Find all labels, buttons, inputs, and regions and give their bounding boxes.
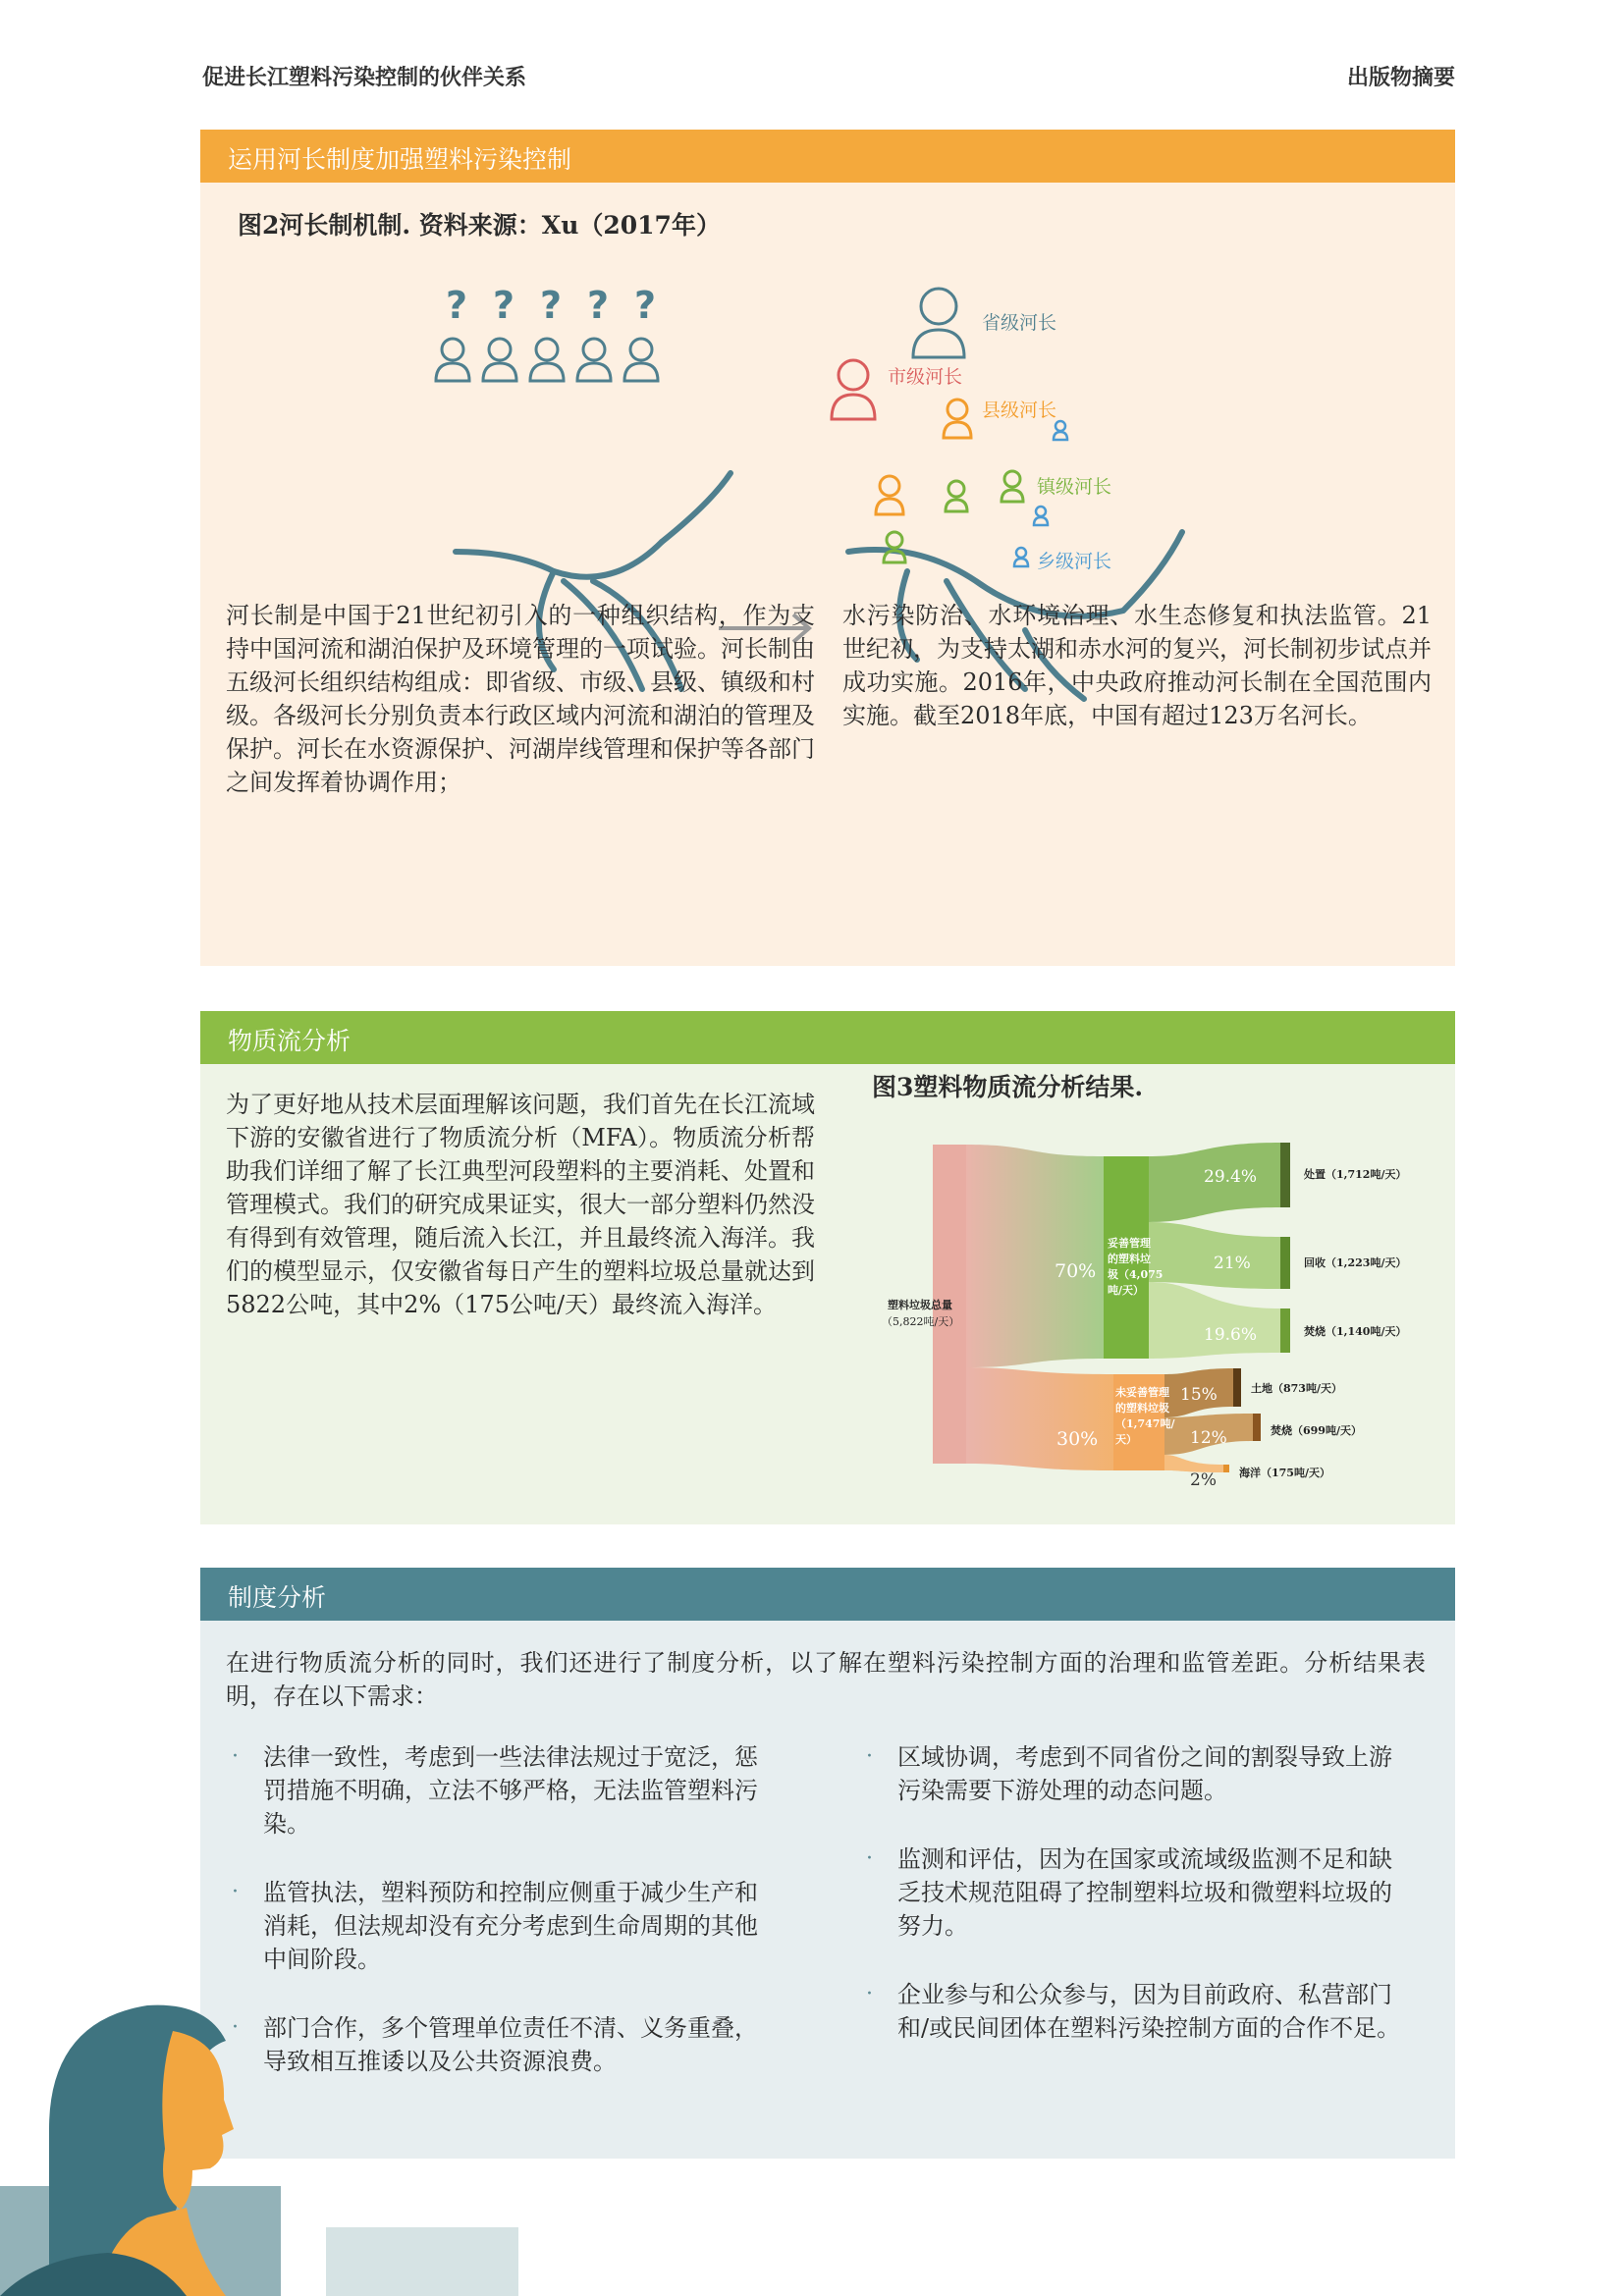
question-icon: ? [634, 284, 657, 327]
person-icon [530, 339, 564, 381]
bullet-icon: · [232, 1880, 239, 1904]
question-icon: ? [493, 284, 515, 327]
list-item [860, 1842, 1410, 1943]
ocean-label: 海洋（175吨/天） [1239, 1467, 1330, 1479]
person-icon [577, 339, 611, 381]
needs-list-right [860, 1740, 1410, 2080]
village-label: 乡级河长 [1037, 551, 1112, 572]
land-node [1233, 1368, 1241, 1407]
decor-block-right [326, 2227, 518, 2296]
river-chief-text-left: 河长制是中国于21世纪初引入的一种组织结构，作为支持中国河流和湖泊保护及环境管理的一项试验。河长制由五级河长组织结构组成：即省级、市级、县级、镇级和村级。各级河长分别负责本行政区域内河流和湖泊的管理及保护。河长在水资源保护、河湖岸线管理和保护等各部门之间发挥着协调作用； [226, 602, 815, 796]
river-chief-title-bar [200, 130, 1455, 183]
managed-pct: 70% [1055, 1260, 1097, 1282]
mfa-title: 物质流分析 [228, 1027, 352, 1055]
flow-unmanaged [966, 1367, 1113, 1470]
village-chief-icon [1014, 548, 1028, 566]
mfa-text: 为了更好地从技术层面理解该问题，我们首先在长江流域下游的安徽省进行了物质流分析（MFA）。物质流分析帮助我们详细了解了长江典型河段塑料的主要消耗、处置和管理模式。我们的研究成果证实，很大一部分塑料仍然没有得到有效管理，随后流入长江，并且最终流入海洋。我们的模型显示，仅安徽省每日产生的塑料垃圾总量就达到5822公吨，其中2%（175公吨/天）最终流入海洋。 [226, 1091, 815, 1318]
village-chief-icon [1054, 421, 1067, 440]
document-header-title: 促进长江塑料污染控制的伙伴关系 [202, 65, 527, 90]
river-chief-text-right: 水污染防治、水环境治理、水生态修复和执法监管。21世纪初，为支持太湖和赤水河的复兴，河长制初步试点并成功实施。2016年，中央政府推动河长制在全国范围内实施。截至2018年底，中国有超过123万名河长。 [842, 602, 1432, 729]
ocean-pct: 2% [1190, 1470, 1217, 1490]
managed-label-3: 圾（4,075 [1108, 1268, 1164, 1281]
need-enforcement: 监管执法，塑料预防和控制应侧重于减少生产和消耗，但法规却没有充分考虑到生命周期的其他中间阶段。 [263, 1879, 758, 1973]
provincial-chief-icon [913, 289, 964, 357]
recycle-pct: 21% [1214, 1254, 1251, 1273]
mfa-panel [200, 1011, 1455, 1524]
county-label: 县级河长 [982, 400, 1057, 421]
recycle-node [1280, 1237, 1290, 1289]
provincial-label: 省级河长 [982, 312, 1057, 334]
mfa-title-bar [200, 1011, 1455, 1064]
town-chief-icon [1001, 471, 1023, 502]
person-icon [436, 339, 469, 381]
bullet-icon: · [866, 1982, 873, 2006]
institutional-panel [200, 1568, 1455, 2159]
incineration-label: 焚烧（1,140吨/天） [1304, 1325, 1407, 1338]
incineration2-pct: 12% [1190, 1428, 1227, 1448]
document-header-section: 出版物摘要 [1346, 65, 1455, 90]
list-item [860, 1740, 1410, 1807]
flow-managed [966, 1145, 1104, 1367]
county-chief-icon [876, 476, 903, 514]
person-icon [483, 339, 516, 381]
incineration2-node [1253, 1414, 1261, 1441]
figure3-caption: 图3塑料物质流分析结果. [872, 1073, 1144, 1101]
river-chief-title: 运用河长制度加强塑料污染控制 [228, 145, 572, 174]
river-chief-panel [200, 130, 1455, 966]
managed-label-2: 的塑料垃 [1108, 1253, 1151, 1265]
need-department-cooperation: 部门合作，多个管理单位责任不清、义务重叠，导致相互推诿以及公共资源浪费。 [263, 2014, 758, 2075]
bullet-icon: · [232, 2015, 239, 2040]
bullet-icon: · [866, 1846, 873, 1871]
need-public-participation: 企业参与和公众参与，因为目前政府、私营部门和/或民间团体在塑料污染控制方面的合作不足。 [897, 1981, 1401, 2042]
town-label: 镇级河长 [1037, 476, 1112, 498]
village-chief-icon [1034, 507, 1048, 525]
incineration-pct: 19.6% [1204, 1325, 1258, 1345]
disposal-node [1280, 1143, 1290, 1207]
need-monitoring: 监测和评估，因为在国家或流域级监测不足和缺乏技术规范阻碍了控制塑料垃圾和微塑料垃圾的努力。 [897, 1845, 1392, 1940]
person-icon [624, 339, 658, 381]
mfa-sankey-chart [868, 1107, 1457, 1500]
figure2-caption: 图2河长制机制. 资料来源：Xu（2017年） [238, 211, 721, 240]
incineration-node [1280, 1308, 1290, 1353]
land-pct: 15% [1180, 1385, 1218, 1405]
city-chief-icon [832, 360, 875, 419]
question-icon: ? [587, 284, 610, 327]
source-label: 塑料垃圾总量 [888, 1299, 952, 1311]
unmanaged-label-3: （1,747吨/ [1115, 1417, 1175, 1430]
bullet-icon: · [232, 1744, 239, 1769]
city-label: 市级河长 [888, 366, 963, 388]
list-item [226, 1740, 776, 1841]
institutional-title-bar [200, 1568, 1455, 1621]
recycle-label: 回收（1,223吨/天） [1304, 1256, 1407, 1269]
institutional-intro: 在进行物质流分析的同时，我们还进行了制度分析，以了解在塑料污染控制方面的治理和监管差距。分析结果表明，存在以下需求： [226, 1649, 1426, 1710]
question-icon: ? [540, 284, 563, 327]
list-item [226, 1876, 776, 1976]
managed-label-4: 吨/天） [1108, 1284, 1145, 1297]
ocean-node [1223, 1465, 1229, 1472]
question-icon: ? [446, 284, 468, 327]
county-chief-icon [944, 400, 971, 438]
unmanaged-label-1: 未妥善管理 [1115, 1386, 1169, 1399]
bullet-icon: · [866, 1744, 873, 1769]
source-value: （5,822吨/天） [882, 1315, 960, 1328]
managed-label-1: 妥善管理 [1108, 1237, 1151, 1250]
flow-incineration [1149, 1282, 1280, 1359]
disposal-pct: 29.4% [1204, 1167, 1258, 1187]
unmanaged-pct: 30% [1056, 1428, 1099, 1450]
unmanaged-label-4: 天） [1115, 1433, 1137, 1446]
unmanaged-label-2: 的塑料垃圾 [1115, 1402, 1169, 1415]
town-chief-icon [946, 481, 967, 511]
incineration2-label: 焚烧（699吨/天） [1271, 1424, 1362, 1437]
need-regional-coordination: 区域协调，考虑到不同省份之间的割裂导致上游污染需要下游处理的动态问题。 [897, 1743, 1392, 1804]
need-legal-consistency: 法律一致性，考虑到一些法律法规过于宽泛，惩罚措施不明确，立法不够严格，无法监管塑料污染。 [263, 1743, 758, 1838]
woman-illustration [0, 1962, 353, 2296]
face-shape [162, 2031, 234, 2210]
list-item [860, 1978, 1410, 2045]
disposal-label: 处置（1,712吨/天） [1304, 1168, 1407, 1181]
institutional-title: 制度分析 [228, 1583, 327, 1612]
land-label: 土地（873吨/天） [1251, 1382, 1342, 1395]
